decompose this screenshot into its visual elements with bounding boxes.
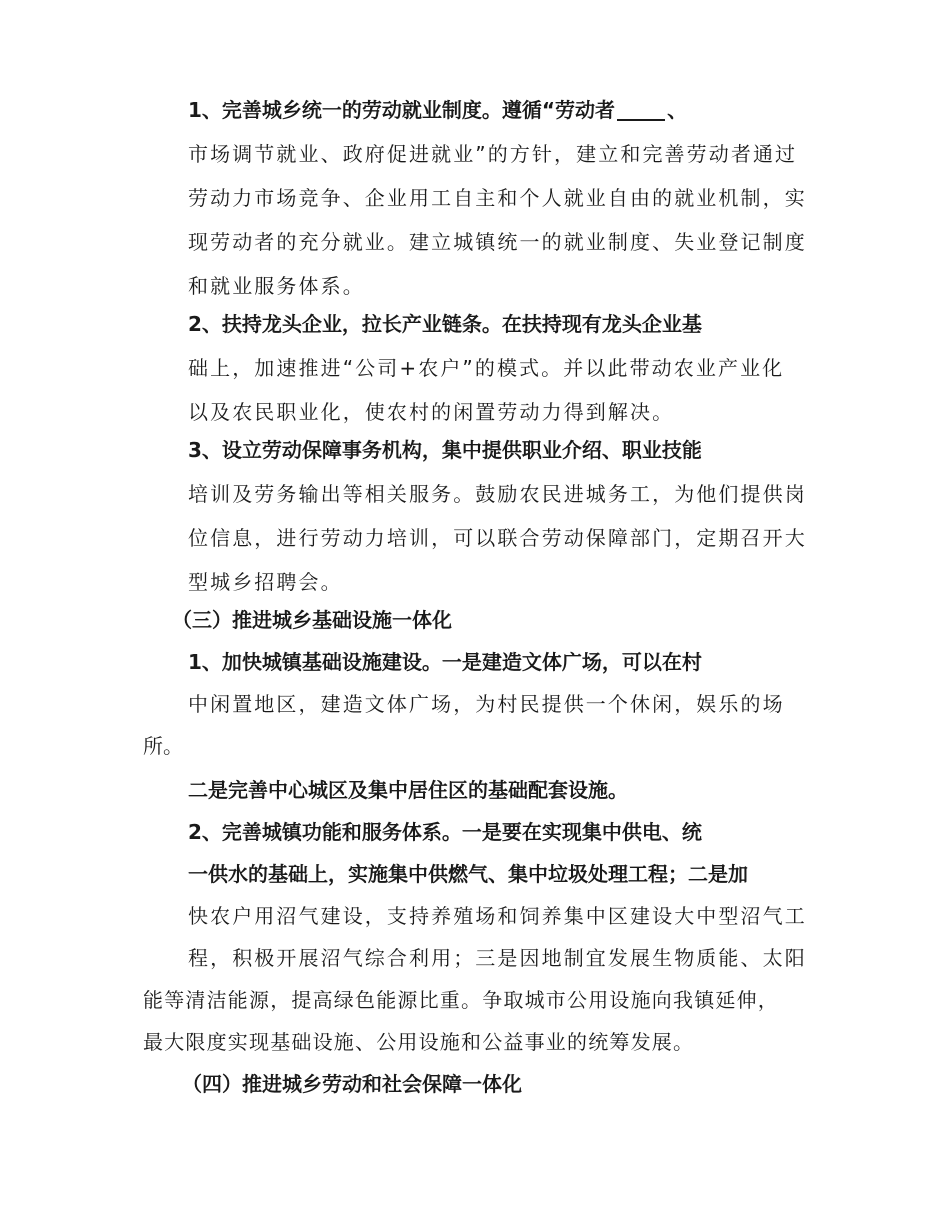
para3-line3: 位信息，进行劳动力培训，可以联合劳动保障部门，定期召开大 bbox=[188, 526, 807, 550]
para1-line5: 和就业服务体系。 bbox=[188, 274, 365, 298]
para1-line1-tail: 、 bbox=[667, 98, 688, 122]
para2-line3: 以及农民职业化，使农村的闲置劳动力得到解决。 bbox=[188, 400, 675, 424]
para6-line5: 能等清洁能源，提高绿色能源比重。争取城市公用设施向我镇延伸， bbox=[143, 988, 779, 1012]
para4-line2: 中闲置地区，建造文体广场，为村民提供一个休闲，娱乐的场 bbox=[188, 692, 785, 716]
section-heading-4: （四）推进城乡劳动和社会保障一体化 bbox=[182, 1072, 522, 1096]
para1-line3: 劳动力市场竞争、企业用工自主和个人就业自由的就业机制，实 bbox=[188, 186, 807, 210]
para1-line4: 现劳动者的充分就业。建立城镇统一的就业制度、失业登记制度 bbox=[188, 230, 807, 254]
para3-line2: 培训及劳务输出等相关服务。鼓励农民进城务工，为他们提供岗 bbox=[188, 482, 807, 506]
para6-line1: 2、完善城镇功能和服务体系。一是要在实现集中供电、统 bbox=[188, 820, 702, 844]
fill-in-blank bbox=[617, 99, 665, 121]
para2-line1: 2、扶持龙头企业，拉长产业链条。在扶持现有龙头企业基 bbox=[188, 312, 702, 336]
para6-line6: 最大限度实现基础设施、公用设施和公益事业的统筹发展。 bbox=[143, 1030, 695, 1054]
para1-line1 bbox=[188, 96, 687, 124]
para3-line4: 型城乡招聘会。 bbox=[188, 570, 343, 594]
para6-line3: 快农户用沼气建设，支持养殖场和饲养集中区建设大中型沼气工 bbox=[188, 904, 807, 928]
section-heading-3: （三）推进城乡基础设施一体化 bbox=[172, 608, 452, 632]
para3-line1: 3、设立劳动保障事务机构，集中提供职业介绍、职业技能 bbox=[188, 438, 702, 462]
para1-line2: 市场调节就业、政府促进就业”的方针，建立和完善劳动者通过 bbox=[188, 142, 798, 166]
para4-line3: 所。 bbox=[143, 734, 183, 758]
para1-line1-text: 1、完善城乡统一的劳动就业制度。遵循“劳动者 bbox=[188, 98, 616, 122]
para2-line2: 础上，加速推进“公司+农户”的模式。并以此带动农业产业化 bbox=[188, 356, 785, 380]
para6-line4: 程，积极开展沼气综合利用；三是因地制宜发展生物质能、太阳 bbox=[188, 946, 807, 970]
para5-line1: 二是完善中心城区及集中居住区的基础配套设施。 bbox=[188, 778, 628, 802]
para6-line2: 一供水的基础上，实施集中供燃气、集中垃圾处理工程；二是加 bbox=[188, 862, 748, 886]
para4-line1: 1、加快城镇基础设施建设。一是建造文体广场，可以在村 bbox=[188, 650, 702, 674]
